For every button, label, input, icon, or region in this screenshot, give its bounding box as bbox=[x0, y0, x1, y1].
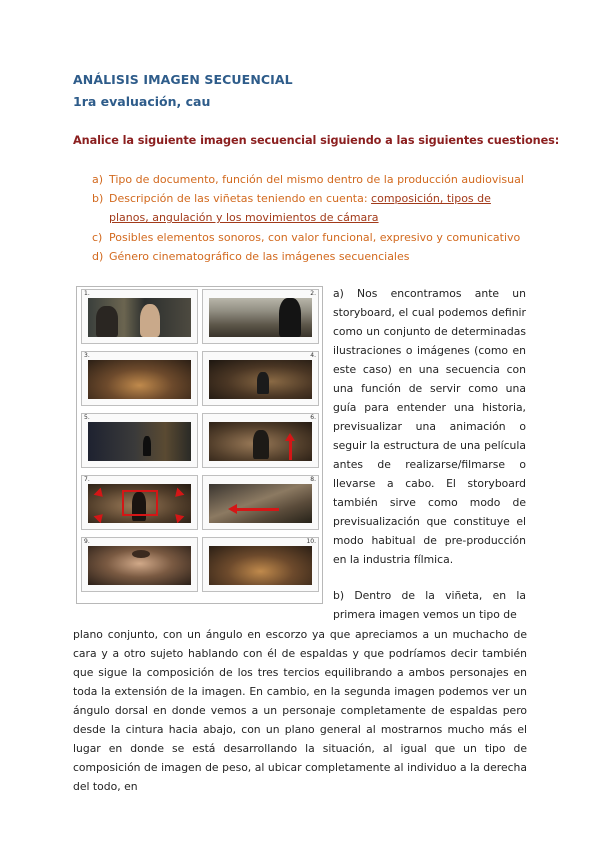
storyboard-panel bbox=[81, 475, 198, 530]
storyboard-panel bbox=[81, 289, 198, 344]
question-underlined-text: composición, tipos de planos, angulación y los movimientos de cámara bbox=[109, 192, 491, 225]
question-text: Tipo de documento, función del mismo dentro de la producción audiovisual bbox=[109, 173, 524, 186]
panel-picture bbox=[209, 298, 312, 337]
panel-picture bbox=[209, 422, 312, 461]
storyboard-panel bbox=[202, 475, 319, 530]
panel-number: 9. bbox=[84, 538, 90, 545]
panel-number: 1. bbox=[84, 290, 90, 297]
storyboard-panel bbox=[81, 413, 198, 468]
red-arrow-up bbox=[289, 440, 292, 460]
red-highlight-box bbox=[122, 490, 158, 516]
panel-picture bbox=[209, 546, 312, 585]
question-text-lead: Descripción de las viñetas teniendo en cuenta: bbox=[109, 192, 372, 206]
storyboard-panel bbox=[202, 289, 319, 344]
question-text bbox=[109, 189, 532, 227]
panel-number: 4. bbox=[310, 352, 316, 359]
question-item-a bbox=[92, 170, 532, 189]
paragraph-b-start: b) Dentro de la viñeta, en la primera imagen vemos un tipo de bbox=[333, 589, 526, 621]
question-item-d bbox=[92, 247, 532, 266]
panel-picture bbox=[88, 298, 191, 337]
question-marker: c) bbox=[92, 230, 103, 244]
question-marker: b) bbox=[92, 192, 104, 206]
storyboard-panel bbox=[202, 351, 319, 406]
panel-number: 3. bbox=[84, 352, 90, 359]
question-item-c bbox=[92, 228, 532, 247]
question-marker: d) bbox=[92, 249, 104, 263]
storyboard-panel bbox=[81, 351, 198, 406]
storyboard-panel bbox=[81, 537, 198, 592]
panel-picture bbox=[209, 360, 312, 399]
paragraph-b-continuation: plano conjunto, con un ángulo en escorzo ya que apreciamos a un muchacho de cara y a otro sujeto hablando con él de espaldas y que podríamos decir también que sigue la composición de los tres tercios equilibrando a ambos personajes en toda la extensión de la imagen. En cambio, en la segunda imagen podemos ver un ángulo dorsal en donde vemos a un personaje completamente de espaldas pero desde la cintura hacia abajo, con un plano general al mostrarnos mucho más el lugar en donde se está desarrollando la situación, al igual que un tipo de composición de imagen de peso, al ubicar completamente al individuo a la derecha del todo, en bbox=[73, 628, 527, 793]
question-text: Posibles elementos sonoros, con valor funcional, expresivo y comunicativo bbox=[109, 230, 521, 244]
panel-picture bbox=[88, 422, 191, 461]
panel-number: 10. bbox=[306, 538, 316, 545]
question-marker: a) bbox=[92, 173, 104, 186]
document-title: ANÁLISIS IMAGEN SECUENCIAL bbox=[73, 72, 293, 87]
storyboard-panel bbox=[202, 413, 319, 468]
panel-picture bbox=[209, 484, 312, 523]
document-subtitle: 1ra evaluación, cau bbox=[73, 94, 211, 109]
panel-number: 8. bbox=[310, 476, 316, 483]
panel-number: 5. bbox=[84, 414, 90, 421]
storyboard-image bbox=[76, 286, 323, 604]
questions-list bbox=[92, 170, 532, 266]
panel-picture bbox=[88, 360, 191, 399]
panel-number: 7. bbox=[84, 476, 90, 483]
panel-number: 2. bbox=[310, 290, 316, 297]
panel-picture bbox=[88, 546, 191, 585]
question-text: Género cinematográfico de las imágenes secuenciales bbox=[109, 249, 410, 263]
paragraph-a: a) Nos encontramos ante un storyboard, el cual podemos definir como un conjunto de determinadas ilustraciones o imágenes (como en este caso) en una secuencia con una función de servir como una guía para entender una historia, previsualizar una animación o seguir la estructura de una película antes de realizarse/filmarse o llevarse a cabo. El storyboard también sirve como modo de previsualización que constituye el modo habitual de pre-producción en la industria fílmica. bbox=[333, 287, 526, 566]
red-arrow-left bbox=[237, 508, 279, 511]
panel-picture bbox=[88, 484, 191, 523]
instructions-prompt: Analice la siguiente imagen secuencial siguiendo a las siguientes cuestiones: bbox=[73, 134, 560, 147]
storyboard-panel bbox=[202, 537, 319, 592]
question-item-b bbox=[92, 189, 532, 227]
panel-number: 6. bbox=[310, 414, 316, 421]
